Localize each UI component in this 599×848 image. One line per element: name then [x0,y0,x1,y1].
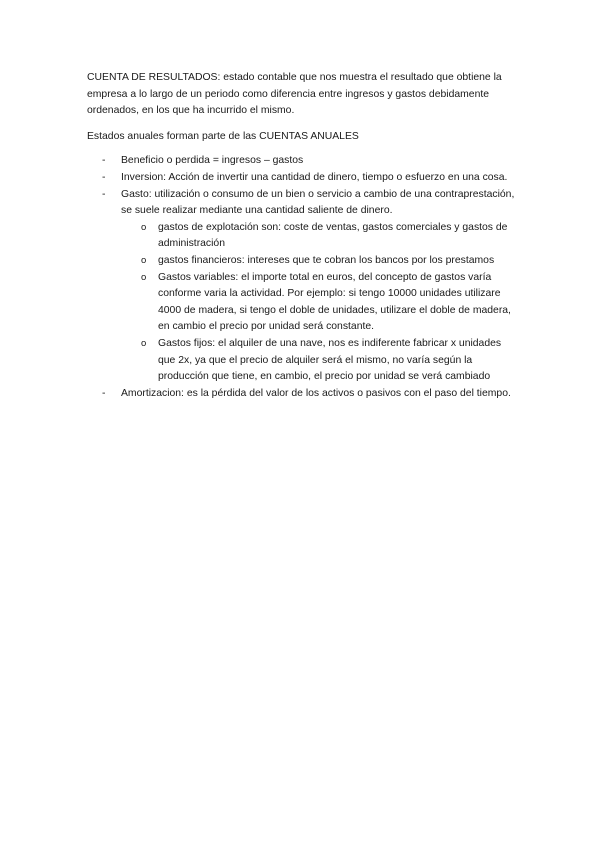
subtitle-paragraph: Estados anuales forman parte de las CUENTAS ANUALES [87,130,359,142]
dash-marker: - [102,387,106,399]
list-item-text: Amortizacion: es la pérdida del valor de los activos o pasivos con el paso del tiempo. [121,387,511,399]
sub-list-item-text: Gastos fijos: el alquiler de una nave, nos es indiferente fabricar x unidades que 2x, ya que el precio de alquiler será el mismo, no varía según la producción que tiene, en cambio, el precio por unidad se verá cambiado [158,337,502,383]
circle-bullet-marker: o [141,337,147,349]
sub-list-item-text: gastos financieros: intereses que te cobran los bancos por los prestamos [158,254,495,266]
list-item [87,187,517,386]
list-item [87,170,517,187]
circle-bullet-marker: o [141,271,147,283]
list-item-text: Inversion: Acción de invertir una cantidad de dinero, tiempo o esfuerzo en una cosa. [121,171,508,183]
circle-bullet-marker: o [141,254,147,266]
list-item [87,386,517,403]
dash-marker: - [102,155,106,167]
sub-list-item-text: Gastos variables: el importe total en euros, del concepto de gastos varía conforme varia la actividad. Por ejemplo: si tengo 10000 unidades utilizare 4000 de madera, si tengo el doble de unidades, utilizare el doble de madera, en cambio el precio por unidad será constante. [158,271,511,333]
circle-bullet-marker: o [141,221,147,233]
sub-list-item [121,253,517,270]
sub-list-item [121,220,517,253]
sub-list-item [121,336,517,386]
sub-list [121,220,517,386]
list-item-text: Gasto: utilización o consumo de un bien o servicio a cambio de una contraprestación, se suele realizar mediante una cantidad saliente de dinero. [121,188,515,217]
list-item [87,153,517,170]
dash-marker: - [102,188,106,200]
sub-list-item-text: gastos de explotación son: coste de ventas, gastos comerciales y gastos de administración [158,221,508,250]
document-body [87,70,517,402]
list-item-text: Beneficio o perdida = ingresos – gastos [121,155,304,167]
sub-list-item [121,270,517,336]
dash-marker: - [102,171,106,183]
intro-paragraph: CUENTA DE RESULTADOS: estado contable que nos muestra el resultado que obtiene la empresa a lo largo de un periodo como diferencia entre ingresos y gastos debidamente ordenados, en los que ha incurrido el mismo. [87,72,502,117]
main-list [87,153,517,402]
